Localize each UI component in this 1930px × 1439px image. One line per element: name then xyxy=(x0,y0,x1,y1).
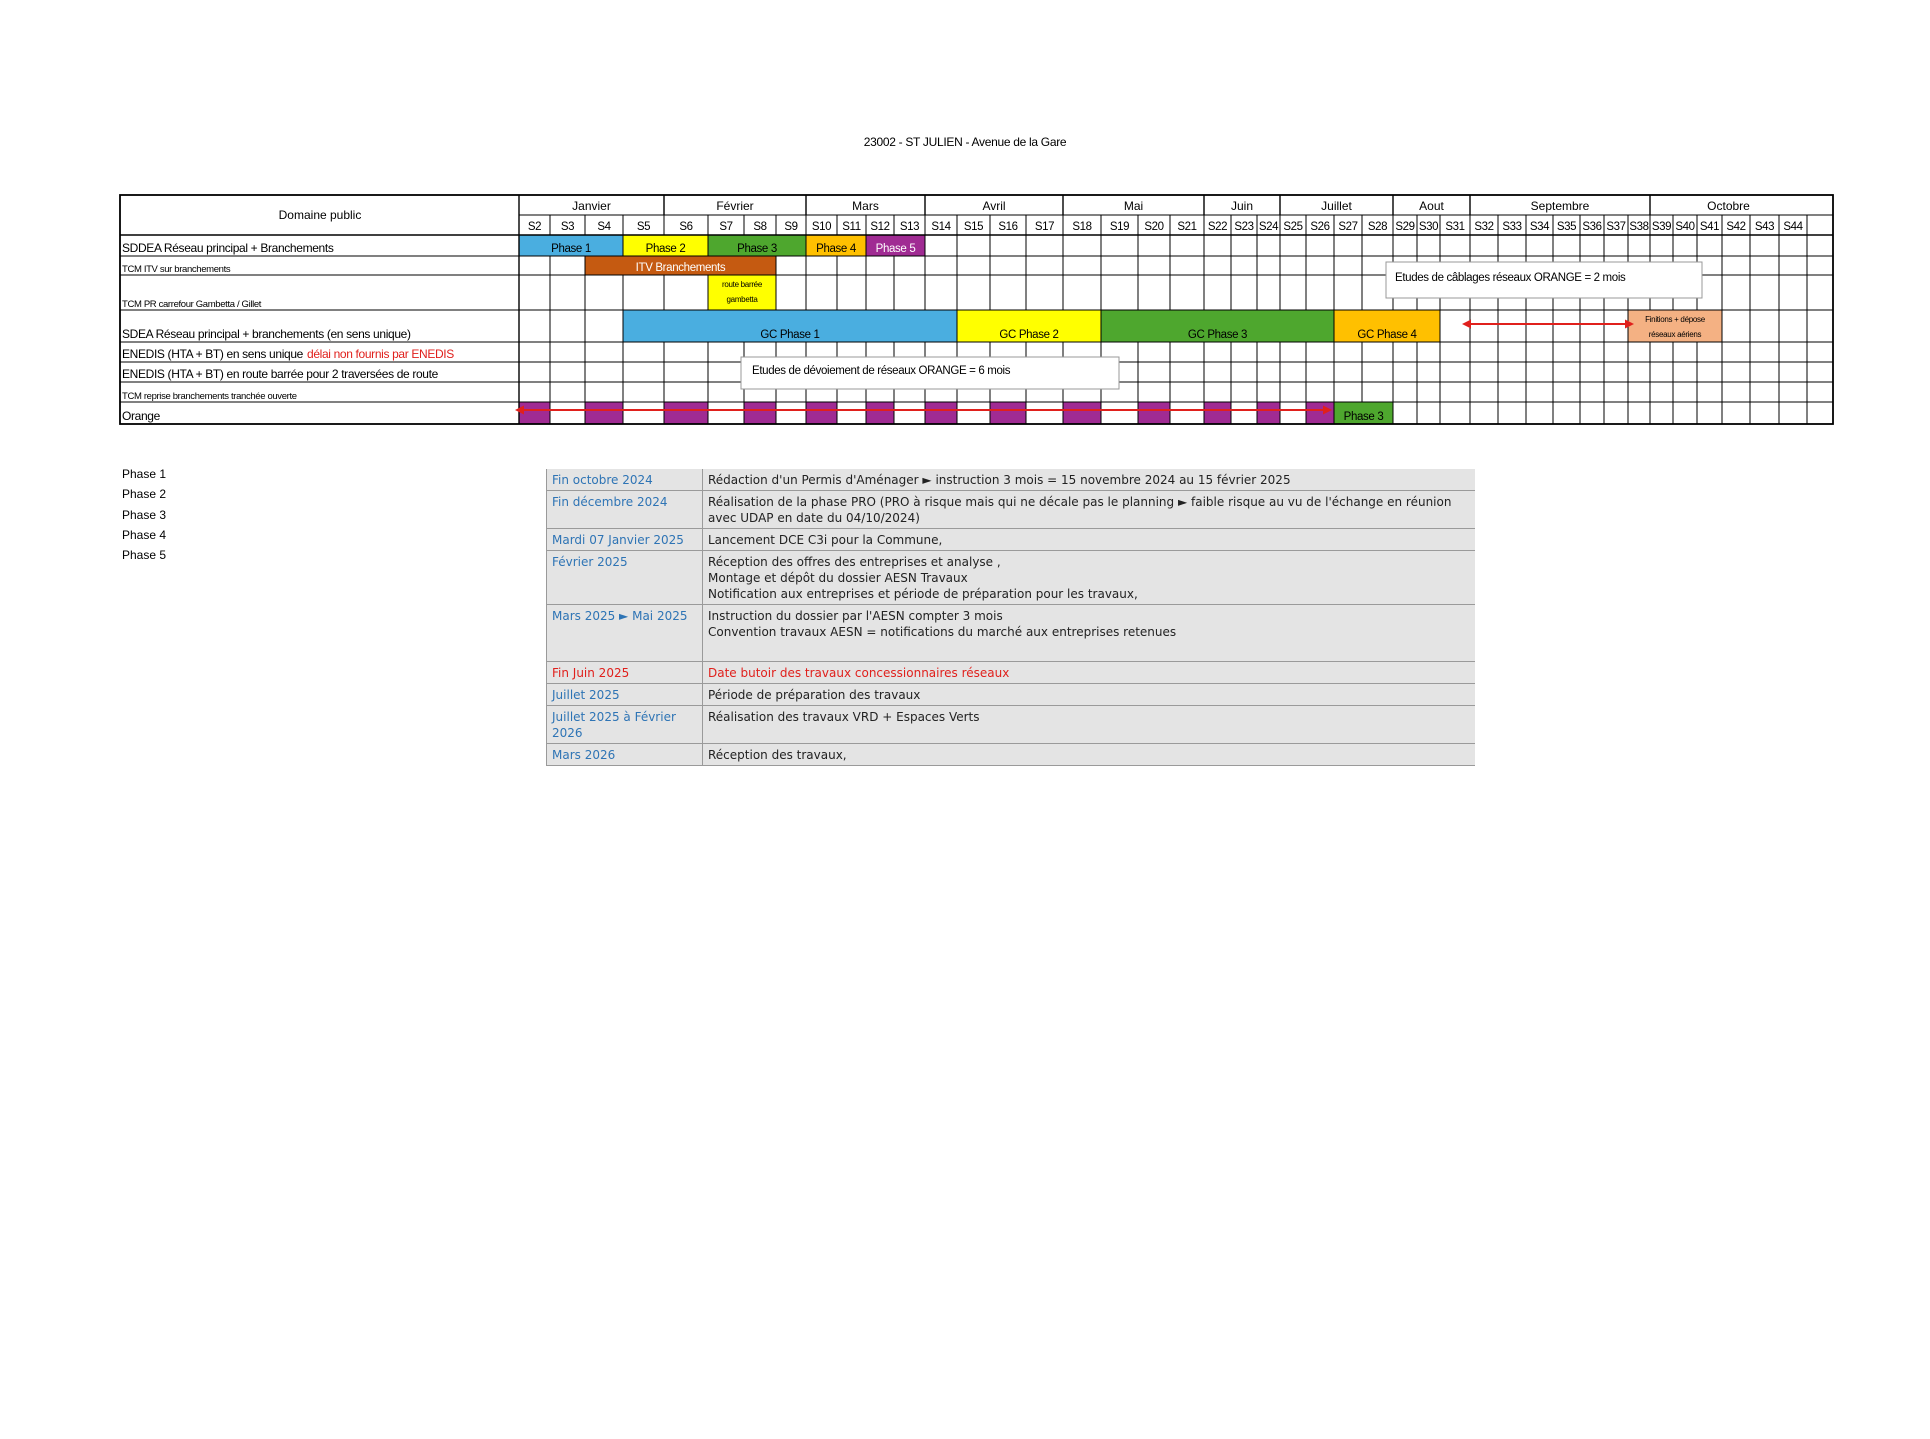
schedule-description: Réception des offres des entreprises et analyse , Montage et dépôt du dossier AESN Travaux Notification aux entreprises et période de préparation pour les travaux, xyxy=(703,551,1476,605)
row-label-text: Orange xyxy=(122,409,160,423)
schedule-row xyxy=(547,469,1476,491)
row-label-text: TCM PR carrefour Gambetta / Gillet xyxy=(122,299,262,310)
week-label: S13 xyxy=(899,221,920,233)
month-label: Mars xyxy=(852,199,879,213)
week-label: S15 xyxy=(963,221,984,233)
orange-row-cell xyxy=(1306,402,1334,424)
orange-row-cell xyxy=(1204,402,1231,424)
month-label: Avril xyxy=(982,199,1006,213)
bar-label: GC Phase 2 xyxy=(999,329,1059,341)
row-label xyxy=(122,409,161,423)
month-label: Janvier xyxy=(572,199,611,213)
row-label xyxy=(122,367,439,381)
week-label: S31 xyxy=(1445,221,1465,233)
bar-label: GC Phase 4 xyxy=(1357,329,1417,341)
corner-label: Domaine public xyxy=(278,208,362,222)
week-label: S11 xyxy=(842,221,861,233)
gantt-chart xyxy=(0,0,1930,430)
week-label: S12 xyxy=(870,221,890,233)
week-label: S9 xyxy=(784,221,798,233)
schedule-description: Instruction du dossier par l'AESN compter 3 mois Convention travaux AESN = notifications du marché aux entreprises retenues xyxy=(703,605,1476,662)
week-label: S3 xyxy=(560,221,575,233)
orange-row-cell xyxy=(664,402,708,424)
week-label: S44 xyxy=(1783,221,1803,233)
week-label: S35 xyxy=(1556,221,1577,233)
bar-label: route barrée xyxy=(722,280,762,289)
schedule-date: Mars 2026 xyxy=(547,744,703,766)
orange-row-cell xyxy=(744,402,776,424)
month-label: Juillet xyxy=(1321,199,1352,213)
week-label: S29 xyxy=(1395,221,1415,233)
orange-row-cell xyxy=(806,402,837,424)
row-label xyxy=(122,299,262,310)
week-label: S2 xyxy=(527,221,542,233)
schedule-date: Février 2025 xyxy=(547,551,703,605)
week-label: S43 xyxy=(1754,221,1775,233)
schedule-description: Réception des travaux, xyxy=(703,744,1476,766)
bar-label: GC Phase 1 xyxy=(760,329,820,341)
row-label-text: TCM ITV sur branchements xyxy=(122,264,231,275)
schedule-description: Période de préparation des travaux xyxy=(703,684,1476,706)
bar-label: ITV Branchements xyxy=(635,262,726,274)
schedule-description: Réalisation des travaux VRD + Espaces Verts xyxy=(703,706,1476,744)
orange-row-cell xyxy=(585,402,623,424)
week-label: S32 xyxy=(1474,221,1494,233)
week-label: S17 xyxy=(1034,221,1055,233)
schedule-date: Juillet 2025 xyxy=(547,684,703,706)
week-label: S34 xyxy=(1529,221,1550,233)
week-label: S8 xyxy=(753,221,767,233)
week-label: S42 xyxy=(1726,221,1746,233)
week-label: S38 xyxy=(1629,221,1649,233)
row-label-text: SDDEA Réseau principal + Branchements xyxy=(122,241,334,255)
note-text: Etudes de câblages réseaux ORANGE = 2 mois xyxy=(1395,272,1626,284)
schedule-date: Mardi 07 Janvier 2025 xyxy=(547,529,703,551)
week-label: S16 xyxy=(998,221,1018,233)
orange-row-cell xyxy=(1138,402,1170,424)
schedule-row xyxy=(547,551,1476,605)
bar-label: Phase 2 xyxy=(645,243,686,255)
row-label xyxy=(122,241,334,255)
week-label: S41 xyxy=(1699,221,1720,233)
week-label: S28 xyxy=(1367,221,1388,233)
page-title: 23002 - ST JULIEN - Avenue de la Gare xyxy=(863,135,1067,149)
orange-row-cell xyxy=(990,402,1026,424)
week-label: S33 xyxy=(1502,221,1522,233)
schedule-date: Mars 2025 ► Mai 2025 xyxy=(547,605,703,662)
bar-label: Finitions + dépose xyxy=(1645,315,1705,324)
month-label: Juin xyxy=(1230,199,1254,213)
week-label: S10 xyxy=(811,221,832,233)
schedule-date: Fin décembre 2024 xyxy=(547,491,703,529)
month-label: Septembre xyxy=(1530,199,1590,213)
bar-label: GC Phase 3 xyxy=(1187,329,1248,341)
row-label-note: délai non fournis par ENEDIS xyxy=(307,347,454,361)
schedule-description: Date butoir des travaux concessionnaires réseaux xyxy=(703,662,1476,684)
orange-row-cell xyxy=(866,402,894,424)
week-label: S24 xyxy=(1258,221,1279,233)
schedule-row xyxy=(547,684,1476,706)
schedule-date: Fin Juin 2025 xyxy=(547,662,703,684)
row-label xyxy=(122,327,411,341)
week-label: S39 xyxy=(1651,221,1672,233)
week-label: S40 xyxy=(1675,221,1695,233)
schedule-row xyxy=(547,706,1476,744)
orange-row-cell xyxy=(925,402,957,424)
schedule-row xyxy=(547,491,1476,529)
row-label-text: ENEDIS (HTA + BT) en route barrée pour 2 traversées de route xyxy=(122,367,438,381)
schedule-table xyxy=(546,469,1475,766)
month-label: Février xyxy=(716,199,754,213)
week-label: S30 xyxy=(1418,221,1439,233)
week-label: S37 xyxy=(1606,221,1626,233)
row-label xyxy=(122,264,231,275)
schedule-description: Réalisation de la phase PRO (PRO à risque mais qui ne décale pas le planning ► faible risque au vu de l'échange en réunion avec UDAP en date du 04/10/2024) xyxy=(703,491,1476,529)
schedule-date: Juillet 2025 à Février 2026 xyxy=(547,706,703,744)
schedule-description: Lancement DCE C3i pour la Commune, xyxy=(703,529,1476,551)
bar-label: Phase 3 xyxy=(737,243,777,255)
month-label: Mai xyxy=(1123,199,1144,213)
bar-label: Phase 3 xyxy=(1343,411,1384,423)
month-label: Aout xyxy=(1419,199,1444,213)
week-label: S27 xyxy=(1338,221,1358,233)
week-label: S19 xyxy=(1109,221,1130,233)
bar-label: Phase 4 xyxy=(816,243,856,255)
bar-label: Phase 1 xyxy=(551,243,591,255)
bar-label: Phase 5 xyxy=(875,243,916,255)
week-label: S7 xyxy=(719,221,733,233)
row-label-text: ENEDIS (HTA + BT) en sens unique xyxy=(122,347,303,361)
week-label: S6 xyxy=(679,221,693,233)
legend-item: Phase 5 xyxy=(122,548,167,563)
row-label-text: SDEA Réseau principal + branchements (en sens unique) xyxy=(122,327,411,341)
week-label: S23 xyxy=(1234,221,1254,233)
schedule-row xyxy=(547,662,1476,684)
bar-label: gambetta xyxy=(726,295,758,304)
legend-item: Phase 1 xyxy=(122,467,167,481)
legend-item: Phase 3 xyxy=(122,507,167,522)
month-label: Octobre xyxy=(1707,199,1750,213)
row-label xyxy=(122,347,454,361)
row-label-text: TCM reprise branchements tranchée ouverte xyxy=(122,391,297,402)
schedule-row xyxy=(547,605,1476,662)
week-label: S20 xyxy=(1144,221,1164,233)
phase-legend xyxy=(122,464,166,565)
orange-row-cell xyxy=(1257,402,1280,424)
week-label: S5 xyxy=(636,221,651,233)
schedule-row xyxy=(547,744,1476,766)
schedule-row xyxy=(547,529,1476,551)
orange-row-cell xyxy=(1063,402,1101,424)
week-label: S36 xyxy=(1582,221,1602,233)
week-label: S26 xyxy=(1310,221,1330,233)
week-label: S22 xyxy=(1207,221,1228,233)
week-label: S21 xyxy=(1177,221,1197,233)
schedule-description: Rédaction d'un Permis d'Aménager ► instruction 3 mois = 15 novembre 2024 au 15 février 2025 xyxy=(703,469,1476,491)
week-label: S4 xyxy=(597,221,611,233)
schedule-date: Fin octobre 2024 xyxy=(547,469,703,491)
week-label: S14 xyxy=(931,221,951,233)
bar-label: réseaux aériens xyxy=(1648,330,1702,339)
legend-item: Phase 2 xyxy=(122,487,167,502)
note-text: Etudes de dévoiement de réseaux ORANGE = 6 mois xyxy=(752,365,1011,377)
row-label xyxy=(122,391,297,402)
week-label: S18 xyxy=(1072,221,1092,233)
cabling-duration-arrow-head-left xyxy=(1462,320,1471,329)
week-label: S25 xyxy=(1283,221,1303,233)
legend-item: Phase 4 xyxy=(122,527,167,542)
